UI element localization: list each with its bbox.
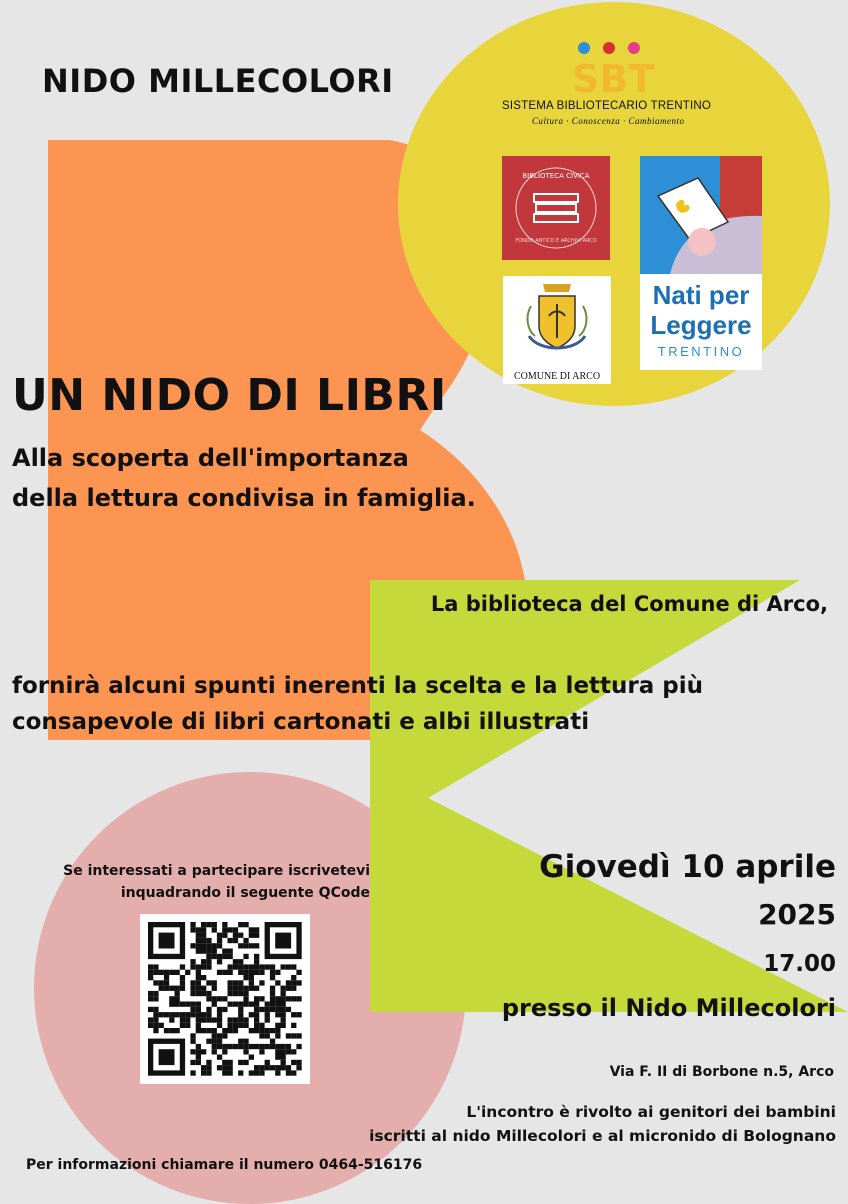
biblioteca-name: BIBLIOTECA CIVICA bbox=[522, 172, 590, 180]
library-line: La biblioteca del Comune di Arco, bbox=[430, 592, 828, 616]
subtitle bbox=[12, 438, 612, 518]
signup-instructions bbox=[30, 860, 370, 904]
main-title: UN NIDO DI LIBRI bbox=[12, 370, 447, 421]
qr-code-icon bbox=[140, 914, 310, 1084]
event-date: Giovedì 10 aprile bbox=[539, 849, 836, 885]
biblioteca-civica-logo bbox=[502, 156, 610, 260]
description-line1: fornirà alcuni spunti inerenti la scelta e la lettura più bbox=[12, 673, 703, 699]
sbt-tagline: Cultura · Conoscenza · Cambiamento bbox=[532, 116, 685, 126]
coat-of-arms-icon bbox=[503, 276, 611, 366]
audience-line1: L'incontro è rivolto ai genitori dei bambini bbox=[466, 1103, 836, 1121]
event-year: 2025 bbox=[758, 898, 836, 931]
description bbox=[12, 668, 812, 740]
npl-line2: Leggere bbox=[650, 310, 752, 340]
audience-line2: iscritti al nido Millecolori e al micronido di Bolognano bbox=[369, 1127, 836, 1145]
subtitle-line2: della lettura condivisa in famiglia. bbox=[12, 484, 476, 512]
sbt-letters: SBT bbox=[572, 57, 655, 100]
biblioteca-subtext: FONDO ANTICO E ARCHIVI ARCO bbox=[515, 238, 597, 244]
subtitle-line1: Alla scoperta dell'importanza bbox=[12, 444, 409, 472]
event-address: Via F. II di Borbone n.5, Arco bbox=[609, 1064, 834, 1080]
comune-name: COMUNE DI ARCO bbox=[513, 371, 601, 382]
nati-per-leggere-logo bbox=[640, 156, 762, 370]
sbt-logo-icon bbox=[568, 40, 658, 100]
comune-di-arco-logo bbox=[503, 276, 611, 384]
description-line2: consapevole di libri cartonati e albi illustrati bbox=[12, 709, 590, 735]
event-time: 17.00 bbox=[763, 951, 836, 977]
sbt-name: SISTEMA BIBLIOTECARIO TRENTINO bbox=[502, 100, 711, 112]
event-place: presso il Nido Millecolori bbox=[501, 994, 836, 1022]
npl-line3: TRENTINO bbox=[657, 344, 745, 359]
nido-title: NIDO MILLECOLORI bbox=[42, 62, 394, 100]
signup-line1: Se interessati a partecipare iscrivetevi bbox=[63, 863, 370, 879]
event-details bbox=[502, 846, 836, 1030]
reading-child-icon bbox=[640, 156, 762, 274]
audience-note bbox=[369, 1100, 836, 1148]
qr-code[interactable] bbox=[140, 914, 310, 1084]
contact-info: Per informazioni chiamare il numero 0464-516176 bbox=[26, 1157, 423, 1173]
npl-line1: Nati per bbox=[652, 280, 750, 310]
signup-line2: inquadrando il seguente QCode bbox=[120, 885, 370, 901]
